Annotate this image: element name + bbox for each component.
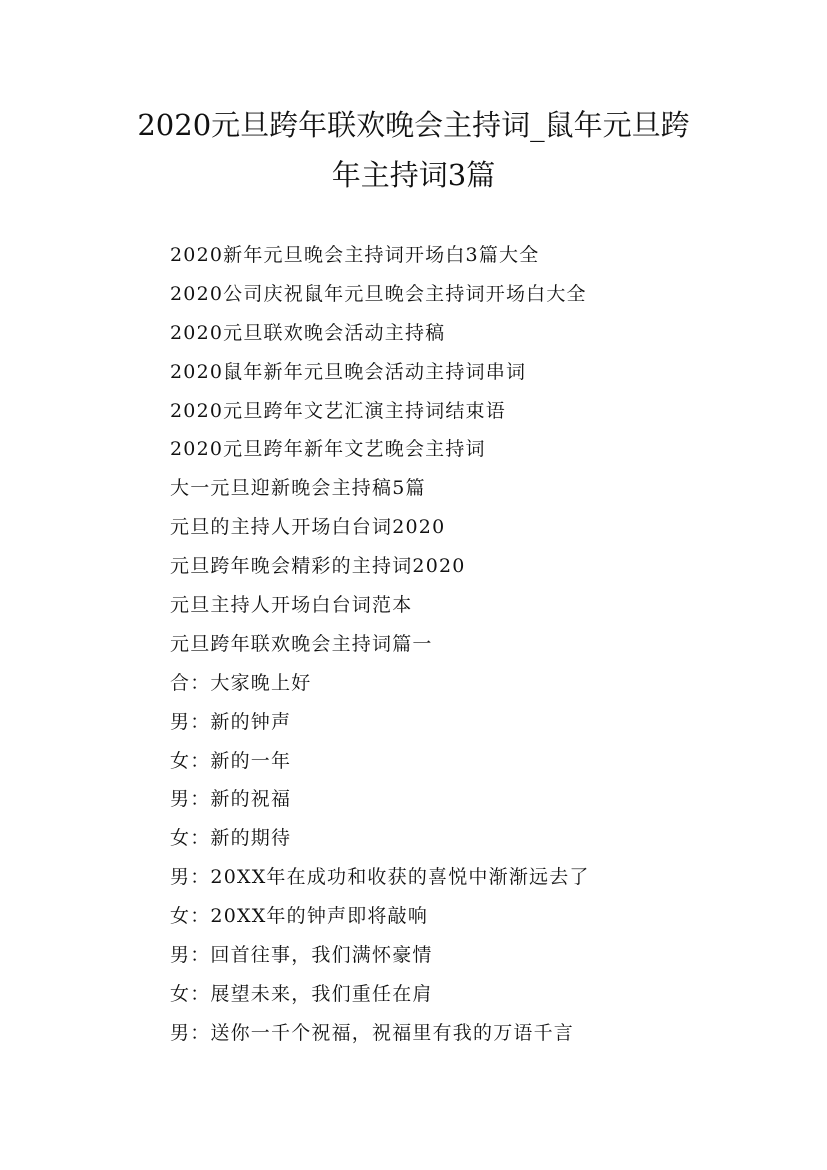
body-line: 元旦的主持人开场白台词2020 [170,516,446,539]
dialogue-line: 合：大家晚上好 [170,671,312,694]
body-line: 2020元旦联欢晚会活动主持稿 [170,321,446,344]
dialogue-line: 男：20XX年在成功和收获的喜悦中渐渐远去了 [170,866,590,889]
title-line-2: 年主持词3篇 [331,158,496,192]
body-line: 2020元旦跨年文艺汇演主持词结束语 [170,399,506,422]
document-title [100,100,727,200]
body-line: 2020新年元旦晚会主持词开场白3篇大全 [170,244,540,266]
body-line: 元旦主持人开场白台词范本 [170,594,413,617]
dialogue-line: 男：回首往事，我们满怀豪情 [170,944,433,967]
body-line: 大一元旦迎新晚会主持稿5篇 [170,477,426,500]
dialogue-line: 女：新的一年 [170,749,292,772]
dialogue-line: 男：新的祝福 [170,788,292,811]
body-line: 2020元旦跨年新年文艺晚会主持词 [170,438,486,461]
dialogue-line: 女：展望未来，我们重任在肩 [170,982,433,1005]
dialogue-line: 男：新的钟声 [170,710,292,733]
body-line: 元旦跨年联欢晚会主持词篇一 [170,632,433,655]
body-line: 2020公司庆祝鼠年元旦晚会主持词开场白大全 [170,282,587,305]
body-line: 元旦跨年晚会精彩的主持词2020 [170,555,466,578]
title-line-1: 2020元旦跨年联欢晚会主持词_鼠年元旦跨 [137,108,690,142]
dialogue-line: 女：20XX年的钟声即将敲响 [170,905,429,928]
body-line: 2020鼠年新年元旦晚会活动主持词串词 [170,360,527,383]
dialogue-line: 女：新的期待 [170,827,292,850]
document-body [170,236,730,1053]
dialogue-line: 男：送你一千个祝福，祝福里有我的万语千言 [170,1021,575,1044]
